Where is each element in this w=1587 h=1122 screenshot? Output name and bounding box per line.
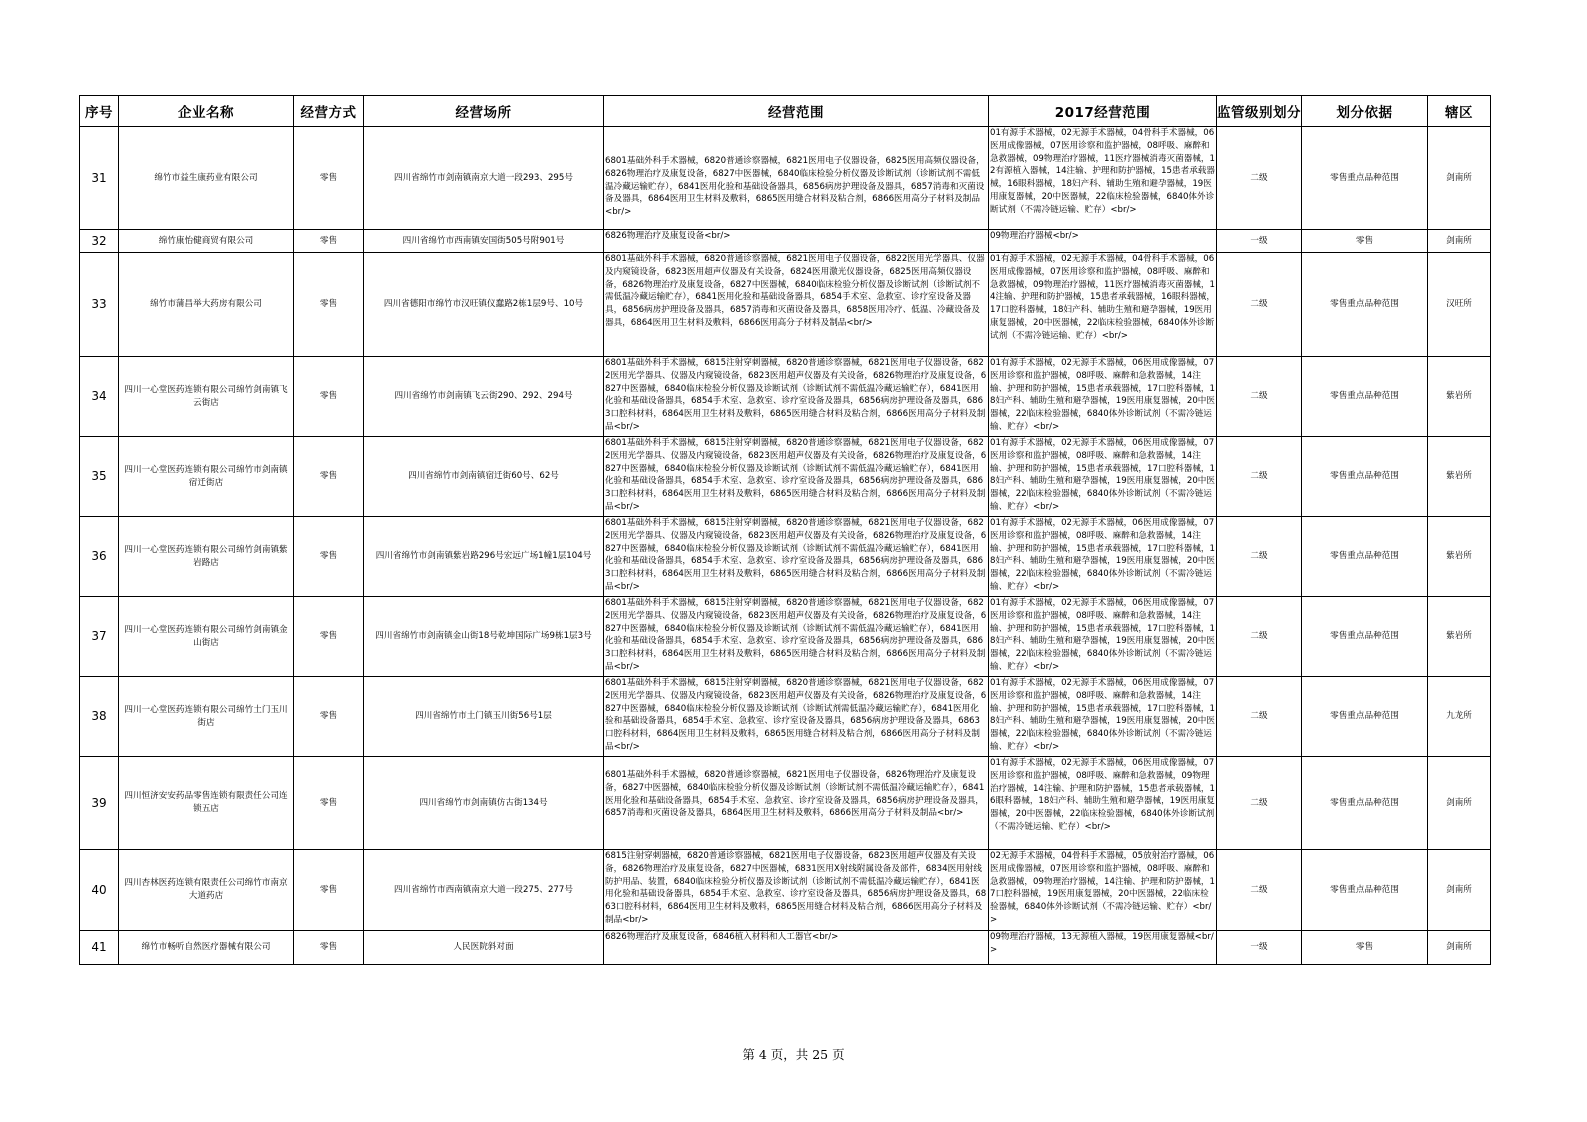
- seq-cell: 38: [80, 677, 119, 757]
- address-cell: 四川省绵竹市西南镇安国街505号附901号: [364, 230, 604, 253]
- table-row: [80, 677, 1491, 757]
- scope-cell: 6801基础外科手术器械，6815注射穿刺器械，6820普通诊察器械，6821医用电子仪器设备，6822医用光学器具、仪器及内窥镜设备，6823医用超声仪器及有关设备，6826物理治疗及康复设备，6827中医器械，6840临床检验分析仪器及诊断试剂（诊断试剂不需低温冷藏运输贮存），6841医用化验和基础设备器具，6854手术室、急救室、诊疗室设备及器具，6856病房护理设备及器具，6863口腔科材料，6864医用卫生材料及敷料，6865医用缝合材料及粘合剂，6866医用高分子材料及制品<br/>: [604, 437, 989, 517]
- col-header-scope: 经营范围: [604, 96, 989, 127]
- address-cell: 四川省绵竹市西南镇南京大道一段275、277号: [364, 850, 604, 931]
- level-cell: 二级: [1217, 850, 1302, 931]
- col-header-mode: 经营方式: [294, 96, 364, 127]
- seq-cell: 41: [80, 931, 119, 965]
- district-cell: 紫岩所: [1428, 517, 1491, 597]
- company-cell: 四川一心堂医药连锁有限公司绵竹剑南镇飞云街店: [119, 357, 294, 437]
- company-cell: 绵竹市益生康药业有限公司: [119, 127, 294, 230]
- seq-cell: 40: [80, 850, 119, 931]
- scope-cell: 6815注射穿刺器械，6820普通诊察器械，6821医用电子仪器设备，6823医用超声仪器及有关设备，6826物理治疗及康复设备，6827中医器械，6831医用X射线附属设备及部件，6834医用射线防护用品、装置，6840临床检验分析仪器及诊断试剂（诊断试剂不需低温冷藏运输贮存），6841医用化验和基础设备器具，6854手术室、急救室、诊疗室设备及器具，6856病房护理设备及器具，6863口腔科材料，6864医用卫生材料及敷料，6865医用缝合材料及粘合剂，6866医用高分子材料及制品<br/>: [604, 850, 989, 931]
- basis-cell: 零售重点品种范围: [1302, 357, 1428, 437]
- col-header-address: 经营场所: [364, 96, 604, 127]
- page-number: 第 4 页，共 25 页: [742, 1047, 845, 1062]
- district-cell: 紫岩所: [1428, 597, 1491, 677]
- company-cell: 四川一心堂医药连锁有限公司绵竹剑南镇紫岩路店: [119, 517, 294, 597]
- col-header-company: 企业名称: [119, 96, 294, 127]
- mode-cell: 零售: [294, 437, 364, 517]
- district-cell: 汉旺所: [1428, 253, 1491, 357]
- scope-2017-cell: 01有源手术器械，02无源手术器械，06医用成像器械，07医用诊察和监护器械，08呼吸、麻醉和急救器械，14注输、护理和防护器械，15患者承载器械，17口腔科器械，18妇产科、辅助生殖和避孕器械，19医用康复器械，20中医器械，22临床检验器械，6840体外诊断试剂（不需冷链运输、贮存）<br/>: [989, 357, 1217, 437]
- district-cell: 剑南所: [1428, 127, 1491, 230]
- table-row: [80, 931, 1491, 965]
- district-cell: 紫岩所: [1428, 357, 1491, 437]
- scope-2017-cell: 01有源手术器械，02无源手术器械，06医用成像器械，07医用诊察和监护器械，08呼吸、麻醉和急救器械，09物理治疗器械，14注输、护理和防护器械，15患者承载器械，16眼科器械，18妇产科、辅助生殖和避孕器械，19医用康复器械，20中医器械，22临床检验器械，6840体外诊断试剂（不需冷链运输、贮存）<br/>: [989, 757, 1217, 850]
- scope-2017-cell: 01有源手术器械，02无源手术器械，06医用成像器械，07医用诊察和监护器械，08呼吸、麻醉和急救器械，14注输、护理和防护器械，15患者承载器械，17口腔科器械，18妇产科、辅助生殖和避孕器械，19医用康复器械，20中医器械，22临床检验器械，6840体外诊断试剂（不需冷链运输、贮存）<br/>: [989, 677, 1217, 757]
- address-cell: 四川省绵竹市剑南镇金山街18号乾坤国际广场9栋1层3号: [364, 597, 604, 677]
- level-cell: 二级: [1217, 517, 1302, 597]
- table-row: [80, 253, 1491, 357]
- level-cell: 一级: [1217, 230, 1302, 253]
- basis-cell: 零售重点品种范围: [1302, 850, 1428, 931]
- col-header-basis: 划分依据: [1302, 96, 1428, 127]
- table-row: [80, 127, 1491, 230]
- scope-2017-cell: 02无源手术器械，04骨科手术器械，05放射治疗器械，06医用成像器械，07医用诊察和监护器械，08呼吸、麻醉和急救器械，09物理治疗器械，14注输、护理和防护器械，17口腔科器械，19医用康复器械，20中医器械，22临床检验器械，6840体外诊断试剂（不需冷链运输、贮存）<br/>: [989, 850, 1217, 931]
- seq-cell: 37: [80, 597, 119, 677]
- permit-table: [79, 95, 1491, 965]
- company-cell: 四川恒济安安药品零售连锁有限责任公司连锁五店: [119, 757, 294, 850]
- level-cell: 二级: [1217, 437, 1302, 517]
- address-cell: 人民医院斜对面: [364, 931, 604, 965]
- scope-2017-cell: 01有源手术器械，02无源手术器械，06医用成像器械，07医用诊察和监护器械，08呼吸、麻醉和急救器械，14注输、护理和防护器械，15患者承载器械，17口腔科器械，18妇产科、辅助生殖和避孕器械，19医用康复器械，20中医器械，22临床检验器械，6840体外诊断试剂（不需冷链运输、贮存）<br/>: [989, 597, 1217, 677]
- seq-cell: 31: [80, 127, 119, 230]
- scope-2017-cell: 01有源手术器械，02无源手术器械，06医用成像器械，07医用诊察和监护器械，08呼吸、麻醉和急救器械，14注输、护理和防护器械，15患者承载器械，17口腔科器械，18妇产科、辅助生殖和避孕器械，19医用康复器械，20中医器械，22临床检验器械，6840体外诊断试剂（不需冷链运输、贮存）<br/>: [989, 517, 1217, 597]
- level-cell: 二级: [1217, 253, 1302, 357]
- address-cell: 四川省绵竹市剑南镇紫岩路296号宏远广场1幢1层104号: [364, 517, 604, 597]
- scope-cell: 6801基础外科手术器械，6820普通诊察器械，6821医用电子仪器设备，6826物理治疗及康复设备，6827中医器械，6840临床检验分析仪器及诊断试剂（诊断试剂不需低温冷藏运输贮存），6841医用化验和基础设备器具，6854手术室、急救室、诊疗室设备及器具，6856病房护理设备及器具，6857消毒和灭菌设备及器具，6864医用卫生材料及敷料，6866医用高分子材料及制品<br/>: [604, 757, 989, 850]
- scope-cell: 6826物理治疗及康复设备，6846植入材料和人工器官<br/>: [604, 931, 989, 965]
- level-cell: 一级: [1217, 931, 1302, 965]
- company-cell: 绵竹市蒲昌举大药房有限公司: [119, 253, 294, 357]
- header-row: [80, 96, 1491, 127]
- scope-2017-cell: 01有源手术器械，02无源手术器械，04骨科手术器械，06医用成像器械，07医用诊察和监护器械，08呼吸、麻醉和急救器械，09物理治疗器械，11医疗器械消毒灭菌器械，12有源植入器械，14注输、护理和防护器械，15患者承载器械，16眼科器械，18妇产科、辅助生殖和避孕器械，19医用康复器械，20中医器械，22临床检验器械，6840体外诊断试剂（不需冷链运输、贮存）<br/>: [989, 127, 1217, 230]
- seq-cell: 33: [80, 253, 119, 357]
- scope-cell: 6801基础外科手术器械，6820普通诊察器械，6821医用电子仪器设备，6822医用光学器具、仪器及内窥镜设备，6823医用超声仪器及有关设备，6824医用激光仪器设备，6825医用高频仪器设备，6826物理治疗及康复设备，6827中医器械，6840临床检验分析仪器及诊断试剂（诊断试剂不需低温冷藏运输贮存），6841医用化验和基础设备器具，6854手术室、急救室、诊疗室设备及器具，6856病房护理设备及器具，6857消毒和灭菌设备及器具，6858医用冷疗、低温、冷藏设备及器具，6864医用卫生材料及敷料，6866医用高分子材料及制品<br/>: [604, 253, 989, 357]
- seq-cell: 39: [80, 757, 119, 850]
- basis-cell: 零售重点品种范围: [1302, 253, 1428, 357]
- company-cell: 四川一心堂医药连锁有限公司绵竹剑南镇金山街店: [119, 597, 294, 677]
- scope-cell: 6801基础外科手术器械，6815注射穿刺器械，6820普通诊察器械，6821医用电子仪器设备，6822医用光学器具、仪器及内窥镜设备，6823医用超声仪器及有关设备，6826物理治疗及康复设备，6827中医器械，6840临床检验分析仪器及诊断试剂（诊断试剂不需低温冷藏运输贮存），6841医用化验和基础设备器具，6854手术室、急救室、诊疗室设备及器具，6856病房护理设备及器具，6863口腔科材料，6864医用卫生材料及敷料，6865医用缝合材料及粘合剂，6866医用高分子材料及制品<br/>: [604, 357, 989, 437]
- district-cell: 紫岩所: [1428, 437, 1491, 517]
- company-cell: 四川一心堂医药连锁有限公司绵竹市剑南镇宿迁街店: [119, 437, 294, 517]
- district-cell: 九龙所: [1428, 677, 1491, 757]
- level-cell: 二级: [1217, 757, 1302, 850]
- col-header-scope-2017: 2017经营范围: [989, 96, 1217, 127]
- scope-2017-cell: 01有源手术器械，02无源手术器械，04骨科手术器械，06医用成像器械，07医用诊察和监护器械，08呼吸、麻醉和急救器械，09物理治疗器械，11医疗器械消毒灭菌器械，14注输、护理和防护器械，15患者承载器械，16眼科器械，17口腔科器械，18妇产科、辅助生殖和避孕器械，19医用康复器械，20中医器械，22临床检验器械，6840体外诊断试剂（不需冷链运输、贮存）<br/>: [989, 253, 1217, 357]
- level-cell: 二级: [1217, 357, 1302, 437]
- basis-cell: 零售重点品种范围: [1302, 597, 1428, 677]
- scope-cell: 6826物理治疗及康复设备<br/>: [604, 230, 989, 253]
- table-row: [80, 517, 1491, 597]
- address-cell: 四川省绵竹市剑南镇飞云街290、292、294号: [364, 357, 604, 437]
- scope-cell: 6801基础外科手术器械，6815注射穿刺器械，6820普通诊察器械，6821医用电子仪器设备，6822医用光学器具、仪器及内窥镜设备，6823医用超声仪器及有关设备，6826物理治疗及康复设备，6827中医器械，6840临床检验分析仪器及诊断试剂（诊断试剂不需低温冷藏运输贮存），6841医用化验和基础设备器具，6854手术室、急救室、诊疗室设备及器具，6856病房护理设备及器具，6863口腔科材料，6864医用卫生材料及敷料，6865医用缝合材料及粘合剂，6866医用高分子材料及制品<br/>: [604, 517, 989, 597]
- mode-cell: 零售: [294, 127, 364, 230]
- seq-cell: 32: [80, 230, 119, 253]
- seq-cell: 36: [80, 517, 119, 597]
- address-cell: 四川省绵竹市剑南镇宿迁街60号、62号: [364, 437, 604, 517]
- mode-cell: 零售: [294, 253, 364, 357]
- mode-cell: 零售: [294, 517, 364, 597]
- mode-cell: 零售: [294, 357, 364, 437]
- district-cell: 剑南所: [1428, 757, 1491, 850]
- level-cell: 二级: [1217, 127, 1302, 230]
- level-cell: 二级: [1217, 597, 1302, 677]
- scope-cell: 6801基础外科手术器械，6815注射穿刺器械，6820普通诊察器械，6821医用电子仪器设备，6822医用光学器具、仪器及内窥镜设备，6823医用超声仪器及有关设备，6826物理治疗及康复设备，6827中医器械，6840临床检验分析仪器及诊断试剂（诊断试剂需低温冷藏运输贮存），6841医用化验和基础设备器具，6854手术室、急救室、诊疗室设备及器具，6856病房护理设备及器具，6863口腔科材料，6864医用卫生材料及敷料，6865医用缝合材料及粘合剂，6866医用高分子材料及制品<br/>: [604, 677, 989, 757]
- table-row: [80, 437, 1491, 517]
- level-cell: 二级: [1217, 677, 1302, 757]
- seq-cell: 34: [80, 357, 119, 437]
- col-header-district: 辖区: [1428, 96, 1491, 127]
- basis-cell: 零售重点品种范围: [1302, 437, 1428, 517]
- mode-cell: 零售: [294, 931, 364, 965]
- company-cell: 四川一心堂医药连锁有限公司绵竹土门玉川街店: [119, 677, 294, 757]
- mode-cell: 零售: [294, 850, 364, 931]
- table-row: [80, 757, 1491, 850]
- col-header-level: 监管级别划分: [1217, 96, 1302, 127]
- scope-2017-cell: 09物理治疗器械，13无源植入器械，19医用康复器械<br/>: [989, 931, 1217, 965]
- basis-cell: 零售重点品种范围: [1302, 517, 1428, 597]
- mode-cell: 零售: [294, 677, 364, 757]
- table-row: [80, 230, 1491, 253]
- company-cell: 绵竹市畅听自然医疗器械有限公司: [119, 931, 294, 965]
- company-cell: 四川杏林医药连锁有限责任公司绵竹市南京大道药店: [119, 850, 294, 931]
- basis-cell: 零售重点品种范围: [1302, 677, 1428, 757]
- mode-cell: 零售: [294, 230, 364, 253]
- table-row: [80, 357, 1491, 437]
- mode-cell: 零售: [294, 597, 364, 677]
- seq-cell: 35: [80, 437, 119, 517]
- col-header-seq: 序号: [80, 96, 119, 127]
- mode-cell: 零售: [294, 757, 364, 850]
- table-row: [80, 850, 1491, 931]
- address-cell: 四川省绵竹市剑南镇南京大道一段293、295号: [364, 127, 604, 230]
- district-cell: 剑南所: [1428, 850, 1491, 931]
- scope-cell: 6801基础外科手术器械，6820普通诊察器械，6821医用电子仪器设备，6825医用高频仪器设备，6826物理治疗及康复设备，6827中医器械，6840临床检验分析仪器及诊断试剂（诊断试剂不需低温冷藏运输贮存），6841医用化验和基础设备器具，6856病房护理设备及器具，6857消毒和灭菌设备及器具，6864医用卫生材料及敷料，6865医用缝合材料及粘合剂，6866医用高分子材料及制品<br/>: [604, 127, 989, 230]
- scope-2017-cell: 09物理治疗器械<br/>: [989, 230, 1217, 253]
- district-cell: 剑南所: [1428, 931, 1491, 965]
- basis-cell: 零售重点品种范围: [1302, 127, 1428, 230]
- basis-cell: 零售: [1302, 230, 1428, 253]
- address-cell: 四川省绵竹市土门镇玉川街56号1层: [364, 677, 604, 757]
- address-cell: 四川省绵竹市剑南镇仿古街134号: [364, 757, 604, 850]
- table-row: [80, 597, 1491, 677]
- district-cell: 剑南所: [1428, 230, 1491, 253]
- company-cell: 绵竹康怡健商贸有限公司: [119, 230, 294, 253]
- address-cell: 四川省德阳市绵竹市汉旺镇仪蠢路2栋1层9号、10号: [364, 253, 604, 357]
- scope-2017-cell: 01有源手术器械，02无源手术器械，06医用成像器械，07医用诊察和监护器械，08呼吸、麻醉和急救器械，14注输、护理和防护器械，15患者承载器械，17口腔科器械，18妇产科、辅助生殖和避孕器械，19医用康复器械，20中医器械，22临床检验器械，6840体外诊断试剂（不需冷链运输、贮存）<br/>: [989, 437, 1217, 517]
- basis-cell: 零售重点品种范围: [1302, 757, 1428, 850]
- scope-cell: 6801基础外科手术器械，6815注射穿刺器械，6820普通诊察器械，6821医用电子仪器设备，6822医用光学器具、仪器及内窥镜设备，6823医用超声仪器及有关设备，6826物理治疗及康复设备，6827中医器械，6840临床检验分析仪器及诊断试剂（诊断试剂不需低温冷藏运输贮存），6841医用化验和基础设备器具，6854手术室、急救室、诊疗室设备及器具，6856病房护理设备及器具，6863口腔科材料，6864医用卫生材料及敷料，6865医用缝合材料及粘合剂，6866医用高分子材料及制品<br/>: [604, 597, 989, 677]
- basis-cell: 零售: [1302, 931, 1428, 965]
